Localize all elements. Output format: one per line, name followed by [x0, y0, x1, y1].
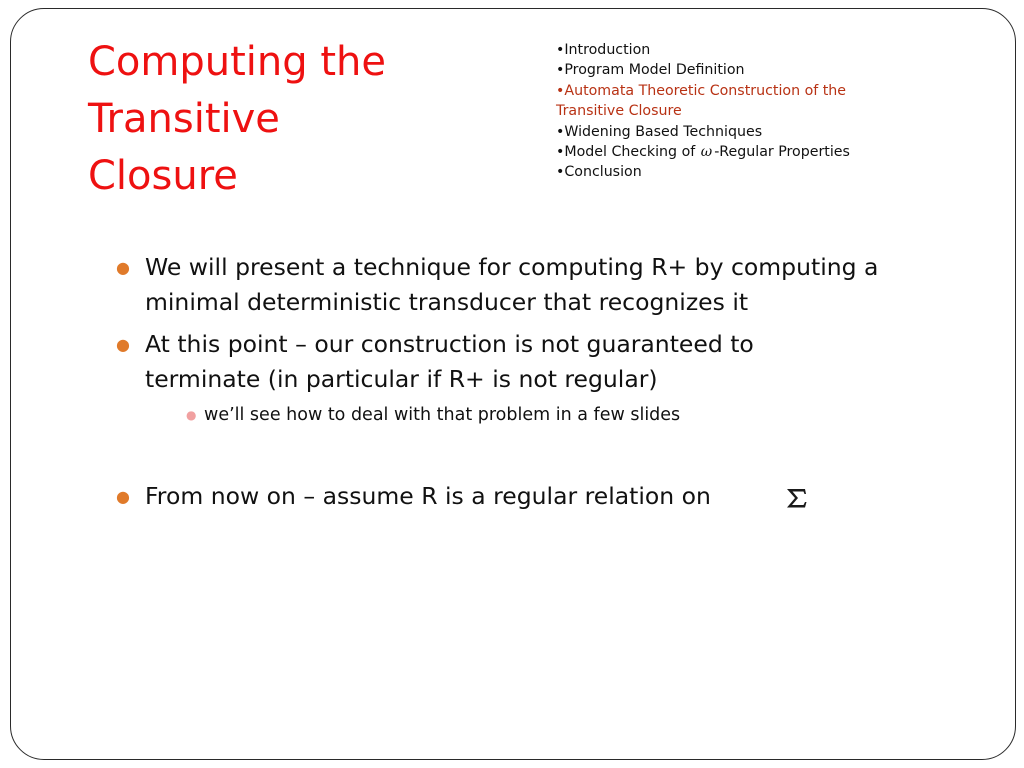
sub-bullet-dot-icon: ● [186, 408, 197, 422]
outline-text: •Model Checking of [556, 144, 696, 161]
outline-item-conclusion: •Conclusion [556, 164, 642, 181]
bullet-line: minimal deterministic transducer that recognizes it [145, 288, 749, 316]
sub-bullet-text: we’ll see how to deal with that problem in a few slides [204, 405, 681, 425]
bullet-line: From now on – assume R is a regular relation on [145, 482, 711, 510]
bullet-dot-icon: ● [116, 335, 130, 354]
bullet-line: We will present a technique for computing R+ by computing a [145, 253, 879, 281]
bullet-line: At this point – our construction is not guaranteed to [145, 330, 754, 358]
outline-item-program-model: •Program Model Definition [556, 62, 745, 79]
bullet-text [145, 479, 975, 514]
title-line: Transitive [88, 96, 280, 142]
outline-item-automata-construction-cont: Transitive Closure [556, 103, 682, 120]
bullet-text [145, 250, 975, 320]
title-line: Closure [88, 153, 238, 199]
outline-text: -Regular Properties [714, 144, 850, 161]
outline-item-automata-construction: •Automata Theoretic Construction of the [556, 82, 847, 99]
bullet-line: terminate (in particular if R+ is not regular) [145, 365, 658, 393]
bullet-dot-icon: ● [116, 487, 130, 506]
sigma-symbol-icon [784, 485, 808, 511]
title-line: Computing the [88, 39, 387, 85]
bullet-dot-icon: ● [116, 258, 130, 277]
outline-item-introduction: •Introduction [556, 42, 651, 58]
omega-symbol: ω [700, 144, 713, 161]
bullet-text [145, 327, 975, 397]
outline-item-widening: •Widening Based Techniques [556, 123, 763, 140]
